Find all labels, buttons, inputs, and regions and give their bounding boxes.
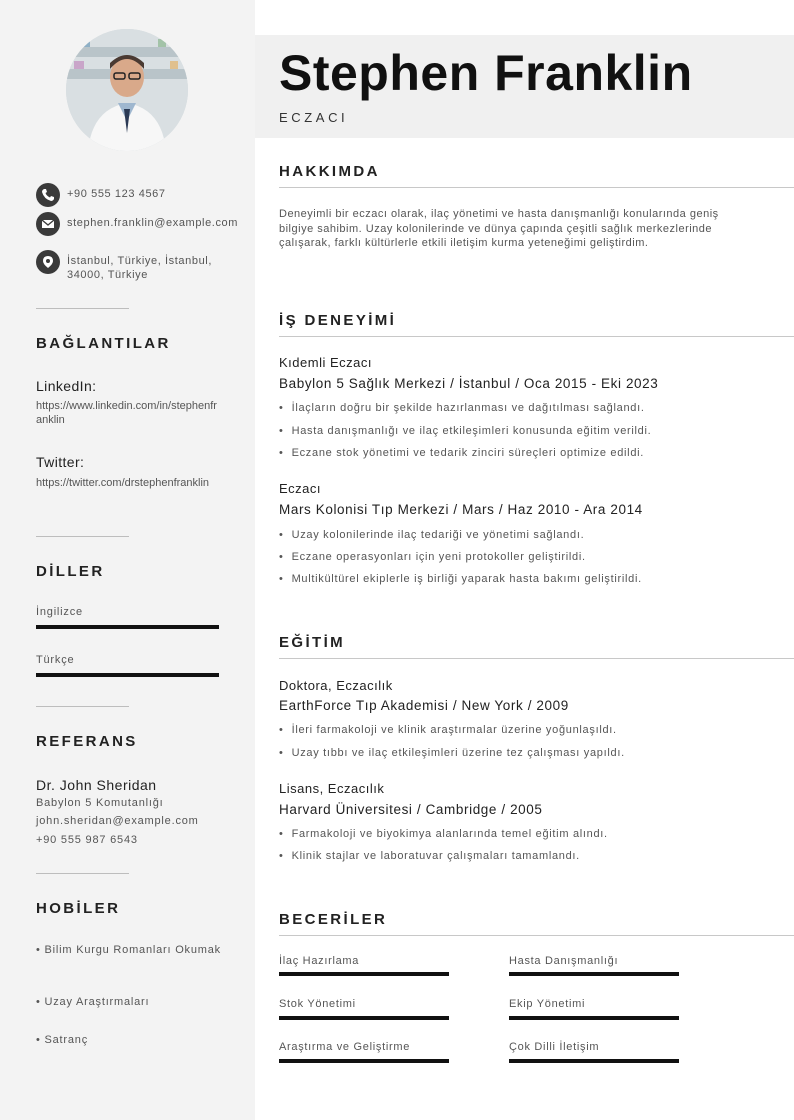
languages-heading: DİLLER [36,563,105,580]
section-rule [279,187,794,188]
about-text: Deneyimli bir eczacı olarak, ilaç yönetimi ve hasta danışmanlığı konularında geniş bilgiye sahibim. Uzay kolonilerinde ve dünya çapında çeşitli sağlık merkezlerinde çalışarak, farklı kültürlerle etkili iletişim kurma yeteneğimi geliştirdim. [279,208,719,249]
education-degree: Lisans, Eczacılık [279,781,385,796]
skill-name: Hasta Danışmanlığı [509,955,619,967]
reference-heading: REFERANS [36,733,138,750]
reference-name: Dr. John Sheridan [36,777,157,793]
skill-level-bar [279,972,449,976]
job-role: Kıdemli Eczacı [279,355,372,370]
job-bullet: • Hasta danışmanlığı ve ilaç etkileşimleri konusunda eğitim verildi. [279,425,651,437]
hobby-item: • Uzay Araştırmaları [36,996,150,1008]
job-role: Eczacı [279,481,322,496]
contact-address [36,250,217,282]
contact-email [36,212,239,236]
linkedin-link[interactable]: https://www.linkedin.com/in/stephenfranklin [36,400,217,426]
person-name: Stephen Franklin [279,45,693,101]
education-school: Harvard Üniversitesi / Cambridge / 2005 [279,802,543,817]
main-content [255,0,794,1120]
skill-name: İlaç Hazırlama [279,955,360,967]
hobbies-heading: HOBİLER [36,900,121,917]
phone-icon [36,183,60,207]
job-bullet: • Eczane stok yönetimi ve tedarik zinciri süreçleri optimize edildi. [279,447,644,459]
education-heading: EĞİTİM [279,634,346,651]
language-name: Türkçe [36,654,75,666]
skill-name: Stok Yönetimi [279,998,356,1010]
job-bullet: • İlaçların doğru bir şekilde hazırlanması ve dağıtılması sağlandı. [279,402,645,414]
sidebar-divider [36,308,129,309]
job-bullet: • Uzay kolonilerinde ilaç tedariği ve yönetimi sağlandı. [279,529,584,541]
job-title: ECZACI [279,110,349,125]
job-bullet: • Multikültürel ekiplerle iş birliği yaparak hasta bakımı geliştirildi. [279,573,642,585]
skill-name: Ekip Yönetimi [509,998,586,1010]
job-org: Babylon 5 Sağlık Merkezi / İstanbul / Oca 2015 - Eki 2023 [279,376,659,391]
profile-photo [66,29,188,151]
job-bullet: • Eczane operasyonları için yeni protokoller geliştirildi. [279,551,586,563]
skill-name: Araştırma ve Geliştirme [279,1041,411,1053]
twitter-label: Twitter: [36,454,85,470]
hobby-item: • Bilim Kurgu Romanları Okumak [36,944,221,956]
sidebar-divider [36,536,129,537]
education-bullet: • Farmakoloji ve biyokimya alanlarında temel eğitim alındı. [279,828,608,840]
skill-level-bar [509,972,679,976]
reference-org: Babylon 5 Komutanlığı [36,797,164,809]
language-level-bar [36,625,219,629]
education-bullet: • Klinik stajlar ve laboratuvar çalışmaları tamamlandı. [279,850,580,862]
reference-phone: +90 555 987 6543 [36,834,138,846]
job-org: Mars Kolonisi Tıp Merkezi / Mars / Haz 2010 - Ara 2014 [279,502,643,517]
mail-icon [36,212,60,236]
linkedin-label: LinkedIn: [36,378,97,394]
twitter-link[interactable]: https://twitter.com/drstephenfranklin [36,477,210,489]
skill-level-bar [509,1059,679,1063]
email-text[interactable]: stephen.franklin@example.com [67,217,239,229]
reference-email[interactable]: john.sheridan@example.com [36,815,199,827]
phone-text: +90 555 123 4567 [67,188,166,200]
skill-level-bar [279,1059,449,1063]
location-pin-icon [36,250,60,274]
sidebar-divider [36,873,129,874]
sidebar [0,0,255,1120]
language-name: İngilizce [36,606,83,618]
skill-name: Çok Dilli İletişim [509,1041,600,1053]
language-level-bar [36,673,219,677]
address-text: İstanbul, Türkiye, İstanbul, 34000, Türkiye [67,255,212,281]
experience-heading: İŞ DENEYİMİ [279,312,397,329]
links-heading: BAĞLANTILAR [36,335,171,352]
education-school: EarthForce Tıp Akademisi / New York / 2009 [279,698,569,713]
section-rule [279,336,794,337]
sidebar-divider [36,706,129,707]
skill-level-bar [509,1016,679,1020]
section-rule [279,935,794,936]
hobby-item: • Satranç [36,1034,89,1046]
skill-level-bar [279,1016,449,1020]
education-bullet: • Uzay tıbbı ve ilaç etkileşimleri üzerine tez çalışması yapıldı. [279,747,625,759]
section-rule [279,658,794,659]
contact-phone [36,183,217,207]
education-bullet: • İleri farmakoloji ve klinik araştırmalar üzerine yoğunlaşıldı. [279,724,617,736]
about-heading: HAKKIMDA [279,163,380,180]
education-degree: Doktora, Eczacılık [279,678,393,693]
skills-heading: BECERİLER [279,911,388,928]
